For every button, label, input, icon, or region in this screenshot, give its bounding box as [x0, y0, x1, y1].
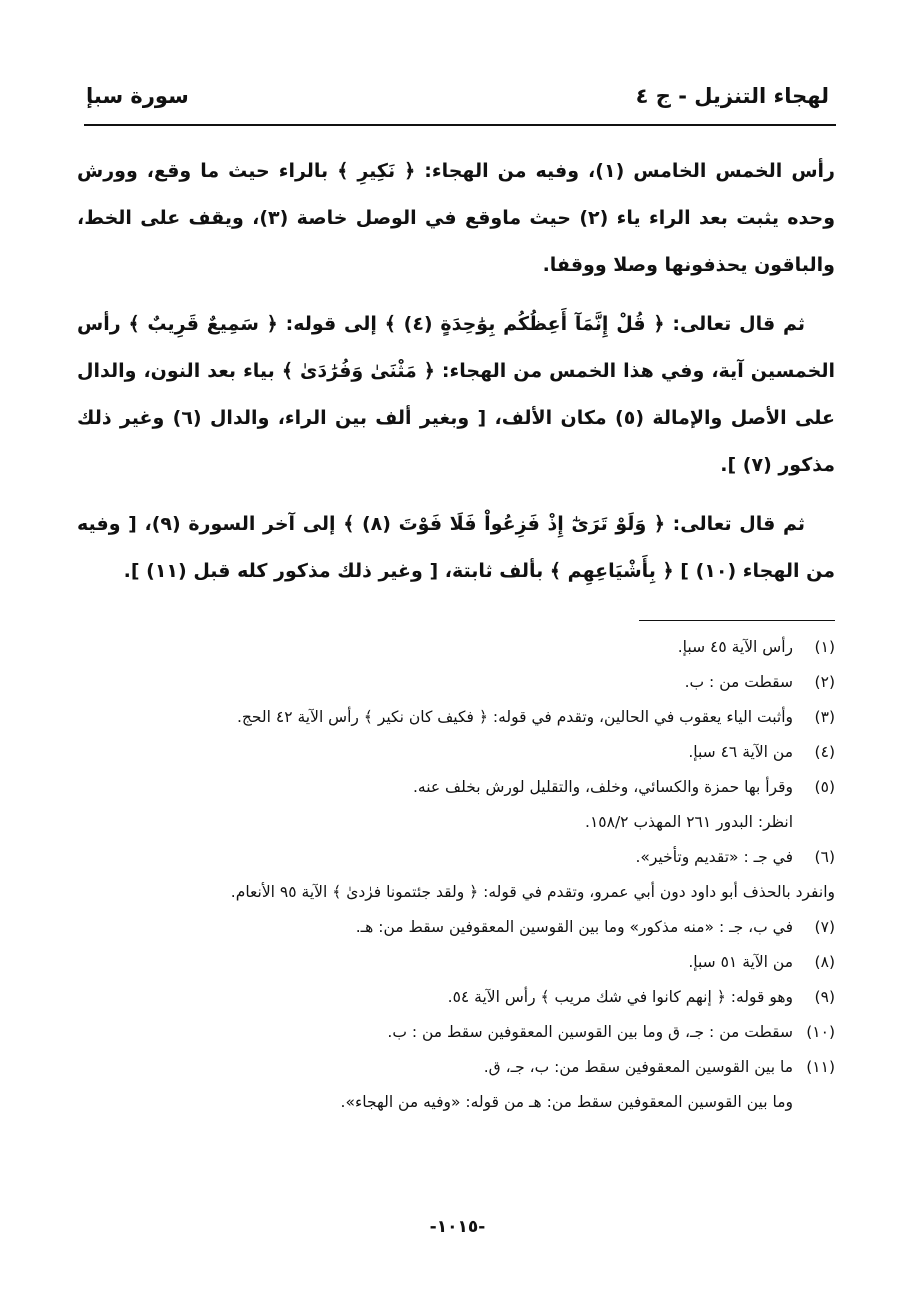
footnote-continuation: وانفرد بالحذف أبو داود دون أبي عمرو، وتقدم في قوله: ﴿ ولقد جئتمونا فرٰدىٰ ﴾ الآية ٩٥ الأنعام. — [230, 883, 835, 901]
page-number: -١٠١٥- — [429, 1217, 486, 1237]
footnote — [75, 735, 835, 770]
footnote-number: (٨) — [814, 953, 835, 971]
footnote — [75, 665, 835, 700]
body-paragraph: ثم قال تعالى: ﴿ قُلْ إِنَّمَآ أَعِظُكُم بِوَٰحِدَةٍ (٤) ﴾ إلى قوله: ﴿ سَمِيعٌ قَرِيبٌ ﴾ رأس الخمسين آية، وفي هذا الخمس من الهجاء: ﴿ مَثْنَىٰ وَفُرَٰدَىٰ ﴾ بياء بعد النون، والدال على الأصل والإمالة (٥) مكان الألف، [ وبغير ألف بين الراء، والدال (٦) وغير ذلك مذكور (٧) ]. — [77, 313, 835, 476]
footnote — [75, 910, 835, 945]
footnote-text: وهو قوله: ﴿ إنهم كانوا في شك مريب ﴾ رأس الآية ٥٤. — [447, 988, 793, 1006]
body-paragraph: رأس الخمس الخامس (١)، وفيه من الهجاء: ﴿ نَكِيرِ ﴾ بالراء حيث ما وقع، وورش وحده يثبت بعد الراء ياء (٢) حيث ماوقع في الوصل خاصة (٣)، ويقف على الخط، والباقون يحذفونها وصلا ووقفا. — [77, 160, 835, 276]
footnote — [75, 945, 835, 980]
footnote-number: (٣) — [814, 708, 835, 726]
footnote-text: في جـ : «تقديم وتأخير». — [635, 848, 793, 866]
running-header-surah: سورة سبإ — [86, 84, 189, 108]
footnote — [75, 840, 835, 875]
footnote-text: وقرأ بها حمزة والكسائي، وخلف، والتقليل لورش بخلف عنه. — [412, 778, 793, 796]
main-text — [77, 148, 835, 607]
footnote-number: (٩) — [814, 988, 835, 1006]
footnote-text: من الآية ٤٦ سبإ. — [688, 743, 793, 761]
footnote-divider — [639, 620, 835, 621]
footnote-number: (٤) — [814, 743, 835, 761]
footnotes — [75, 630, 835, 1120]
footnote — [75, 630, 835, 665]
footnote-text: سقطت من : ب. — [684, 673, 793, 691]
footnote-number: (٥) — [814, 778, 835, 796]
footnote-continuation: وما بين القوسين المعقوفين سقط من: هـ من قوله: «وفيه من الهجاء». — [340, 1093, 793, 1111]
footnote — [75, 700, 835, 735]
header-divider — [84, 124, 836, 126]
footnote-text: وأثبت الياء يعقوب في الحالين، وتقدم في قوله: ﴿ فكيف كان نكير ﴾ رأس الآية ٤٢ الحج. — [236, 708, 793, 726]
running-header-title: لهجاء التنزيل - ج ٤ — [635, 84, 829, 108]
footnote-continuation: انظر: البدور ٢٦١ المهذب ١٥٨/٢. — [585, 813, 793, 831]
footnote-text: ما بين القوسين المعقوفين سقط من: ب، جـ، ق. — [483, 1058, 793, 1076]
footnote-number: (٧) — [814, 918, 835, 936]
footnote-text: في ب، جـ : «منه مذكور» وما بين القوسين المعقوفين سقط من: هـ. — [355, 918, 793, 936]
footnote-text: رأس الآية ٤٥ سبإ. — [677, 638, 793, 656]
footnote-number: (١٠) — [806, 1023, 835, 1041]
footnote-number: (١١) — [806, 1058, 835, 1076]
footnote-text: سقطت من : جـ، ق وما بين القوسين المعقوفين سقط من : ب. — [387, 1023, 793, 1041]
footnote-number: (١) — [814, 638, 835, 656]
body-paragraph: ثم قال تعالى: ﴿ وَلَوْ تَرَىٰٓ إِذْ فَزِعُواْ فَلَا فَوْتَ (٨) ﴾ إلى آخر السورة (٩)، [ وفيه من الهجاء (١٠) ] ﴿ بِأَشْيَاعِهِم ﴾ بألف ثابتة، [ وغير ذلك مذكور كله قبل (١١) ]. — [77, 513, 835, 582]
footnote — [75, 1015, 835, 1050]
footnote-text: من الآية ٥١ سبإ. — [688, 953, 793, 971]
footnote — [75, 1050, 835, 1085]
footnote — [75, 770, 835, 805]
footnote-number: (٦) — [814, 848, 835, 866]
footnote-number: (٢) — [814, 673, 835, 691]
footnote — [75, 980, 835, 1015]
